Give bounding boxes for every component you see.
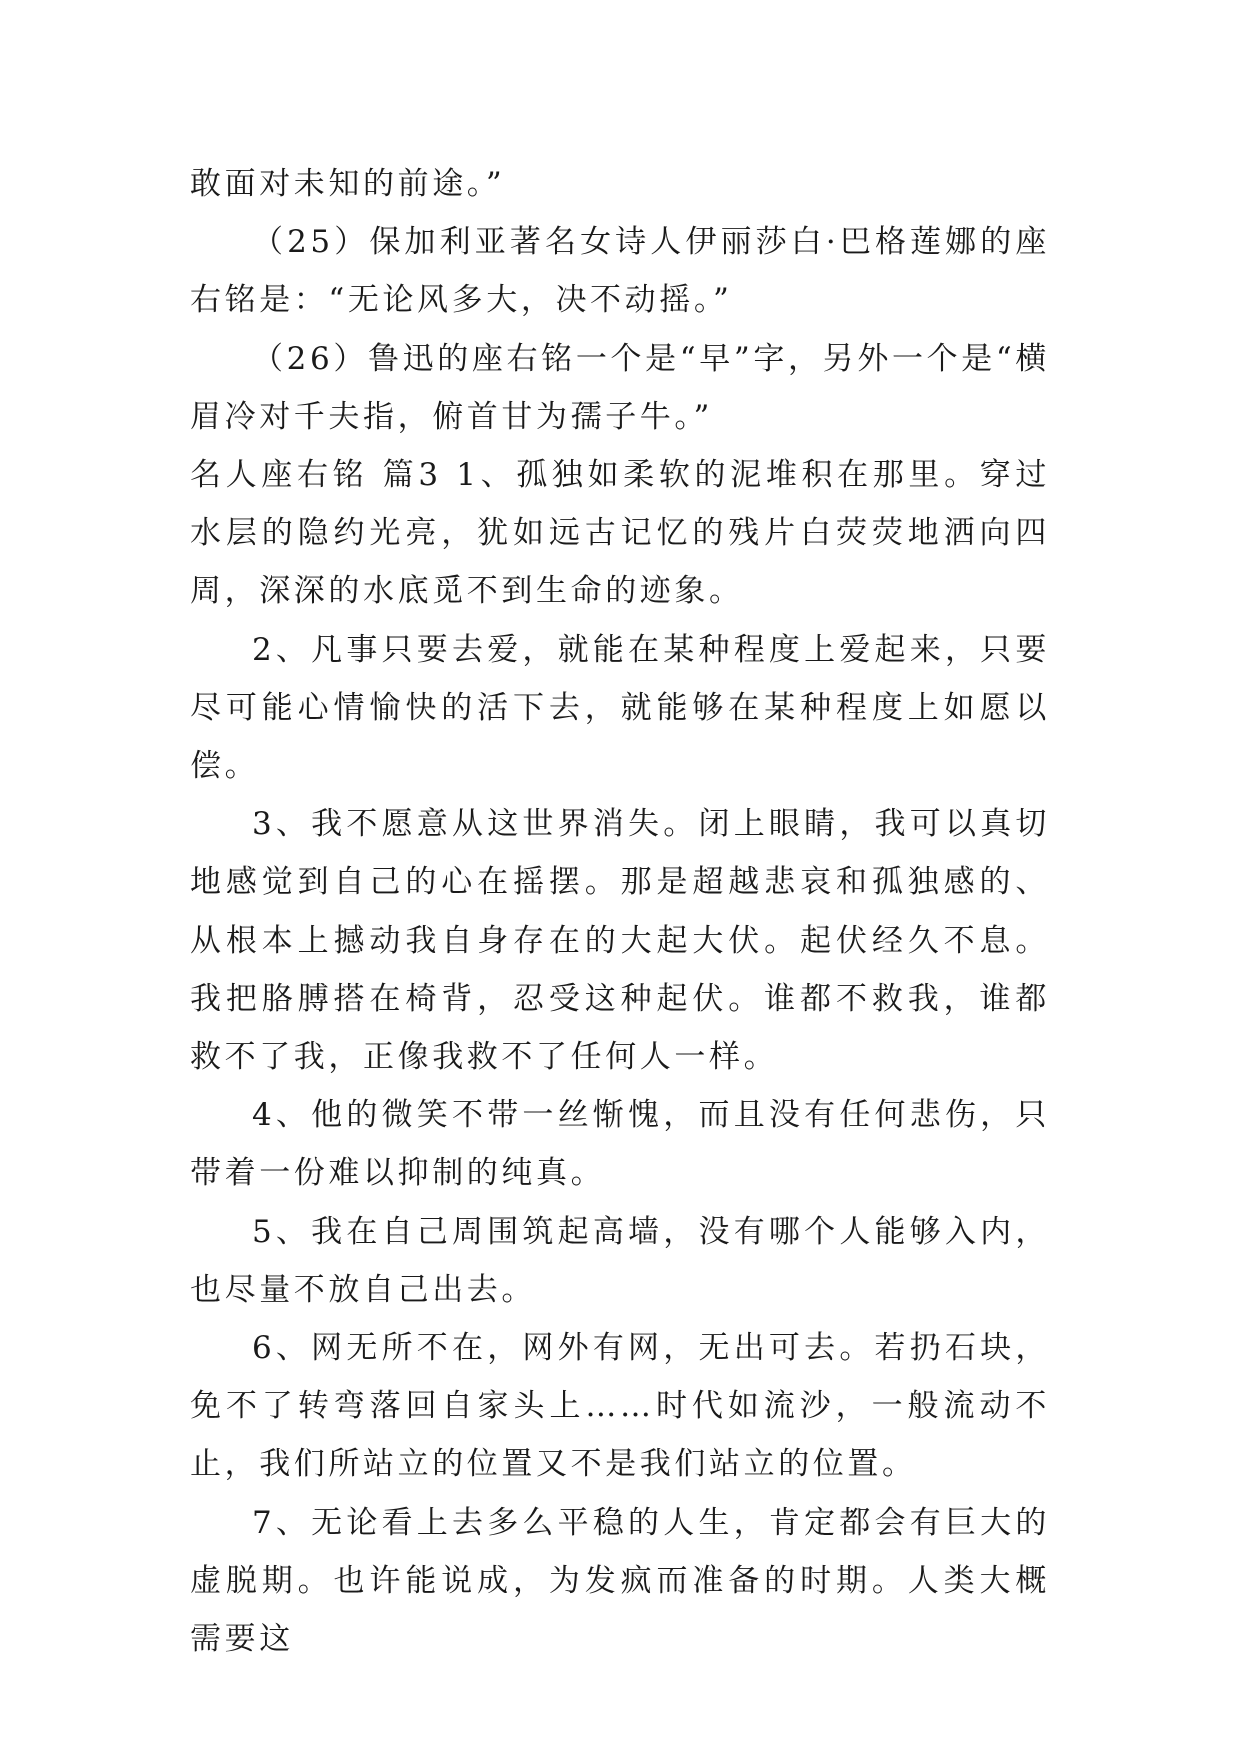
paragraph-item-7: 7、无论看上去多么平稳的人生，肯定都会有巨大的虚脱期。也许能说成，为发疯而准备的时期。人类大概需要这 [190, 1504, 1050, 1658]
paragraph-item-6: 6、网无所不在，网外有网，无出可去。若扔石块，免不了转弯落回自家头上……时代如流沙，一般流动不止，我们所站立的位置又不是我们站立的位置。 [190, 1330, 1050, 1483]
document-body [190, 155, 1050, 1668]
paragraph-item-5: 5、我在自己周围筑起高墙，没有哪个人能够入内，也尽量不放自己出去。 [190, 1213, 1050, 1308]
paragraph-quote-25: （25）保加利亚著名女诗人伊丽莎白·巴格莲娜的座右铭是：“无论风多大，决不动摇。” [190, 224, 1050, 319]
paragraph-continuation: 敢面对未知的前途。” [190, 166, 506, 202]
section-heading-paragraph: 名人座右铭 篇3 1、孤独如柔软的泥堆积在那里。穿过水层的隐约光亮，犹如远古记忆的残片白荧荧地洒向四周，深深的水底觅不到生命的迹象。 [190, 457, 1050, 610]
paragraph-item-4: 4、他的微笑不带一丝惭愧，而且没有任何悲伤，只带着一份难以抑制的纯真。 [190, 1097, 1050, 1192]
paragraph-item-2: 2、凡事只要去爱，就能在某种程度上爱起来，只要尽可能心情愉快的活下去，就能够在某种程度上如愿以偿。 [190, 631, 1050, 785]
paragraph-item-3: 3、我不愿意从这世界消失。闭上眼睛，我可以真切地感觉到自己的心在摇摆。那是超越悲哀和孤独感的、从根本上撼动我自身存在的大起大伏。起伏经久不息。我把胳膊搭在椅背，忍受这种起伏。谁都不救我，谁都救不了我，正像我救不了任何人一样。 [190, 806, 1050, 1076]
paragraph-quote-26: （26）鲁迅的座右铭一个是“早”字，另外一个是“横眉冷对千夫指，俯首甘为孺子牛。” [190, 340, 1050, 435]
